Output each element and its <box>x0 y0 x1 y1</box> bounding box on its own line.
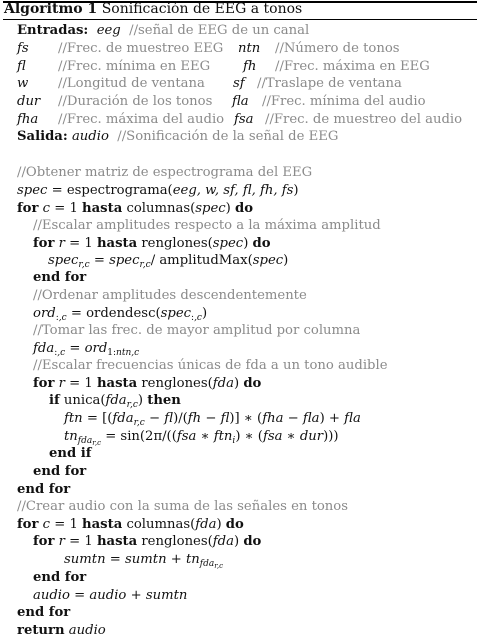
comment-scale-amplitudes: //Escalar amplitudes respecto a la máxima amplitud <box>33 218 381 233</box>
comment-w: //Longitud de ventana <box>58 76 205 91</box>
for-rows-fda: for r = 1 hasta renglones(fda) do <box>33 376 262 391</box>
end-for-rows-fda-2: end for <box>33 570 87 585</box>
for-columns-spec: for c = 1 hasta columnas(spec) do <box>17 201 254 216</box>
stmt-fda: fda$_{:,c}$ = ord$_{1:ntn,c}$ <box>33 341 140 358</box>
param-ntn: ntn <box>238 41 261 56</box>
comment-sort: //Ordenar amplitudes descendentemente <box>33 288 307 303</box>
algorithm-caption <box>4 1 302 18</box>
caption-rule <box>3 19 477 20</box>
end-for-columns-spec: end for <box>17 482 71 497</box>
stmt-audio: audio = audio + sumtn <box>33 588 188 603</box>
param-fs: fs <box>17 41 29 56</box>
var-audio: audio <box>71 129 109 144</box>
stmt-sort: ord$_{:,c}$ = ordendesc(spec$_{:,c}$) <box>33 306 208 323</box>
comment-create-audio: //Crear audio con la suma de las señales en tonos <box>17 499 349 514</box>
output-line <box>17 128 338 145</box>
stmt-tn: $tn_{fda_{r,c}} = \sin(2\pi/((fsa$ ∗ ftn$_i$) ∗ (fsa ∗ dur))) <box>64 429 339 447</box>
comment-audio: //Sonificación de la señal de EEG <box>117 129 339 144</box>
output-label: Salida: <box>17 129 68 144</box>
end-if: end if <box>49 446 92 461</box>
comment-fs: //Frec. de muestreo EEG <box>58 41 224 56</box>
end-for-rows-fda: end for <box>33 464 87 479</box>
comment-eeg: //señal de EEG de un canal <box>129 23 310 38</box>
end-for-columns-fda: end for <box>17 605 71 620</box>
if-unique: if unica(fda$_{r,c}$) then <box>49 393 181 410</box>
param-dur: dur <box>17 94 41 109</box>
var-eeg: eeg <box>96 23 121 38</box>
stmt-ftn: ftn = [(fda$_{r,c}$ − fl)/(fh − fl)] ∗ (fha − fla) + fla <box>64 411 361 428</box>
comment-fsa: //Frec. de muestreo del audio <box>265 112 463 127</box>
param-fh: fh <box>243 59 257 74</box>
return-audio: return audio <box>17 623 106 638</box>
algorithm-title: Sonificación de EEG a tonos <box>101 1 303 17</box>
param-fha: fha <box>17 112 39 127</box>
stmt-spectrogram: spec = espectrograma(eeg, w, sf, fl, fh, fs) <box>17 183 299 198</box>
param-w: w <box>17 76 29 91</box>
comment-audible: //Escalar frecuencias únicas de fda a un tono audible <box>33 358 388 373</box>
algorithm-label: Algoritmo 1 <box>4 1 98 17</box>
comment-dur: //Duración de los tonos <box>58 94 213 109</box>
param-sf: sf <box>233 76 245 91</box>
param-fla: fla <box>232 94 249 109</box>
stmt-normalize: spec$_{r,c}$ = spec$_{r,c}$/ amplitudMax(spec) <box>48 253 289 270</box>
inputs-label: Entradas: <box>17 23 89 38</box>
comment-fla: //Frec. mínima del audio <box>262 94 426 109</box>
comment-sf: //Traslape de ventana <box>257 76 402 91</box>
comment-fh: //Frec. máxima en EEG <box>275 59 430 74</box>
comment-fl: //Frec. mínima en EEG <box>58 59 211 74</box>
param-fsa: fsa <box>234 112 254 127</box>
comment-spectrogram: //Obtener matriz de espectrograma del EEG <box>17 165 313 180</box>
param-fl: fl <box>17 59 26 74</box>
comment-ntn: //Número de tonos <box>275 41 400 56</box>
end-for-rows-spec: end for <box>33 270 87 285</box>
inputs-line <box>17 22 309 39</box>
comment-top-freqs: //Tomar las frec. de mayor amplitud por columna <box>33 323 361 338</box>
stmt-sumtn: sumtn = sumtn + $tn_{fda_{r,c}}$ <box>64 552 223 570</box>
for-rows-fda-2: for r = 1 hasta renglones(fda) do <box>33 534 262 549</box>
for-rows-spec: for r = 1 hasta renglones(spec) do <box>33 236 271 251</box>
for-columns-fda: for c = 1 hasta columnas(fda) do <box>17 517 244 532</box>
comment-fha: //Frec. máxima del audio <box>58 112 225 127</box>
